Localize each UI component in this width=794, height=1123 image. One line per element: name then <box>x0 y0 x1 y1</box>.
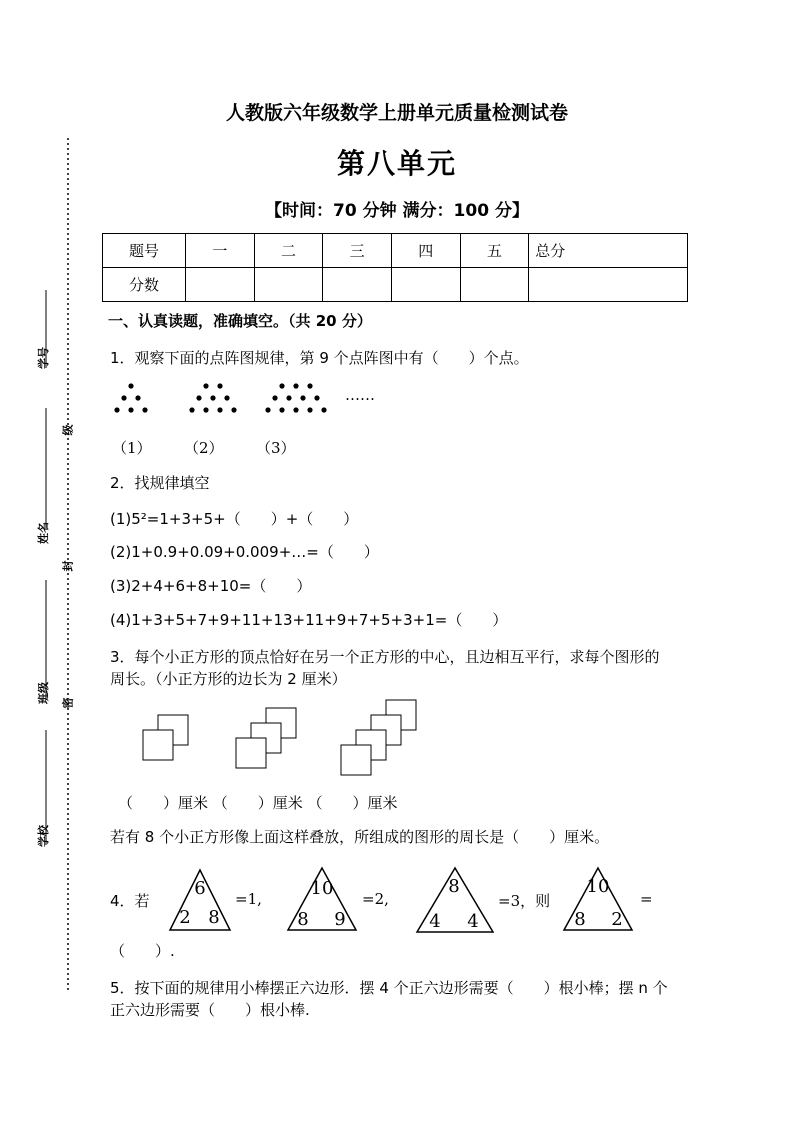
tri4-result: = <box>640 890 653 908</box>
table-cell: 五 <box>460 234 529 268</box>
tri3-top: 8 <box>448 876 460 897</box>
tri3-result: =3，则 <box>498 892 551 910</box>
question-5-line1: 5．按下面的规律用小棒摆正六边形．摆 4 个正六边形需要（ ）根小棒；摆 n 个 <box>110 979 668 997</box>
score-blank <box>391 268 460 302</box>
tri3-right: 4 <box>467 911 479 932</box>
table-cell: 四 <box>391 234 460 268</box>
tri1-result: =1, <box>235 890 262 908</box>
q2-item-3: (3)2+4+6+8+10=（ ） <box>110 577 312 595</box>
tri2-result: =2, <box>362 890 389 908</box>
label-class: 班级 <box>37 682 50 704</box>
tri4-right: 2 <box>611 909 623 930</box>
table-row <box>103 268 688 302</box>
question-3-line2: 周长。（小正方形的边长为 2 厘米） <box>110 670 347 688</box>
tri3-left: 4 <box>429 911 441 932</box>
table-cell: 总分 <box>529 234 688 268</box>
score-blank <box>323 268 392 302</box>
question-2-text: 2．找规律填空 <box>110 474 210 492</box>
table-row <box>103 234 688 268</box>
table-cell: 一 <box>186 234 255 268</box>
exam-subtitle: 人教版六年级数学上册单元质量检测试卷 <box>225 102 568 124</box>
table-cell: 分数 <box>103 268 186 302</box>
section-heading: 一、认真读题，准确填空。（共 20 分） <box>108 312 372 330</box>
question-4-prefix: 4．若 <box>110 892 150 910</box>
q3-answers: （ ）厘米 （ ）厘米 （ ）厘米 <box>118 794 398 812</box>
tri1-right: 8 <box>208 907 220 928</box>
time-score-info: 【时间：70 分钟 满分：100 分】 <box>265 201 529 221</box>
table-cell: 三 <box>323 234 392 268</box>
question-1-text: 1．观察下面的点阵图规律，第 9 个点阵图中有（ ）个点。 <box>110 349 529 367</box>
score-table <box>102 233 688 302</box>
score-blank <box>529 268 688 302</box>
caption-2: （2） <box>184 439 224 457</box>
tri4-top: 10 <box>586 876 610 897</box>
score-blank <box>254 268 323 302</box>
q2-item-1: (1)5²=1+3+5+（ ）+（ ） <box>110 510 359 528</box>
q4-answer: （ ）. <box>110 942 175 960</box>
q2-item-4: (4)1+3+5+7+9+11+13+11+9+7+5+3+1=（ ） <box>110 611 508 629</box>
tri2-top: 10 <box>310 878 334 899</box>
square-figures <box>130 698 430 780</box>
q2-item-2: (2)1+0.9+0.09+0.009+…=（ ） <box>110 543 379 561</box>
label-grade: 级 <box>61 424 75 436</box>
q3-extra: 若有 8 个小正方形像上面这样叠放，所组成的图形的周长是（ ）厘米。 <box>110 828 610 846</box>
question-3-line1: 3．每个小正方形的顶点恰好在另一个正方形的中心，且边相互平行，求每个图形的 <box>110 648 660 666</box>
tri2-right: 9 <box>334 909 346 930</box>
tri4-left: 8 <box>574 909 586 930</box>
label-name: 姓名 <box>37 522 50 544</box>
tri1-top: 6 <box>194 878 206 899</box>
tri2-left: 8 <box>297 909 309 930</box>
label-seal: 封 <box>61 560 75 572</box>
caption-3: （3） <box>256 439 296 457</box>
caption-1: （1） <box>112 439 152 457</box>
question-5-line2: 正六边形需要（ ）根小棒. <box>110 1001 310 1019</box>
score-blank <box>186 268 255 302</box>
label-school: 学校 <box>37 825 50 847</box>
table-cell: 题号 <box>103 234 186 268</box>
label-secret: 密 <box>61 697 75 709</box>
tri1-left: 2 <box>179 907 191 928</box>
ellipsis: …… <box>345 386 375 404</box>
score-blank <box>460 268 529 302</box>
triangle-figures <box>150 862 650 937</box>
table-cell: 二 <box>254 234 323 268</box>
unit-title: 第八单元 <box>336 147 457 180</box>
label-student-number: 学号 <box>37 347 50 369</box>
